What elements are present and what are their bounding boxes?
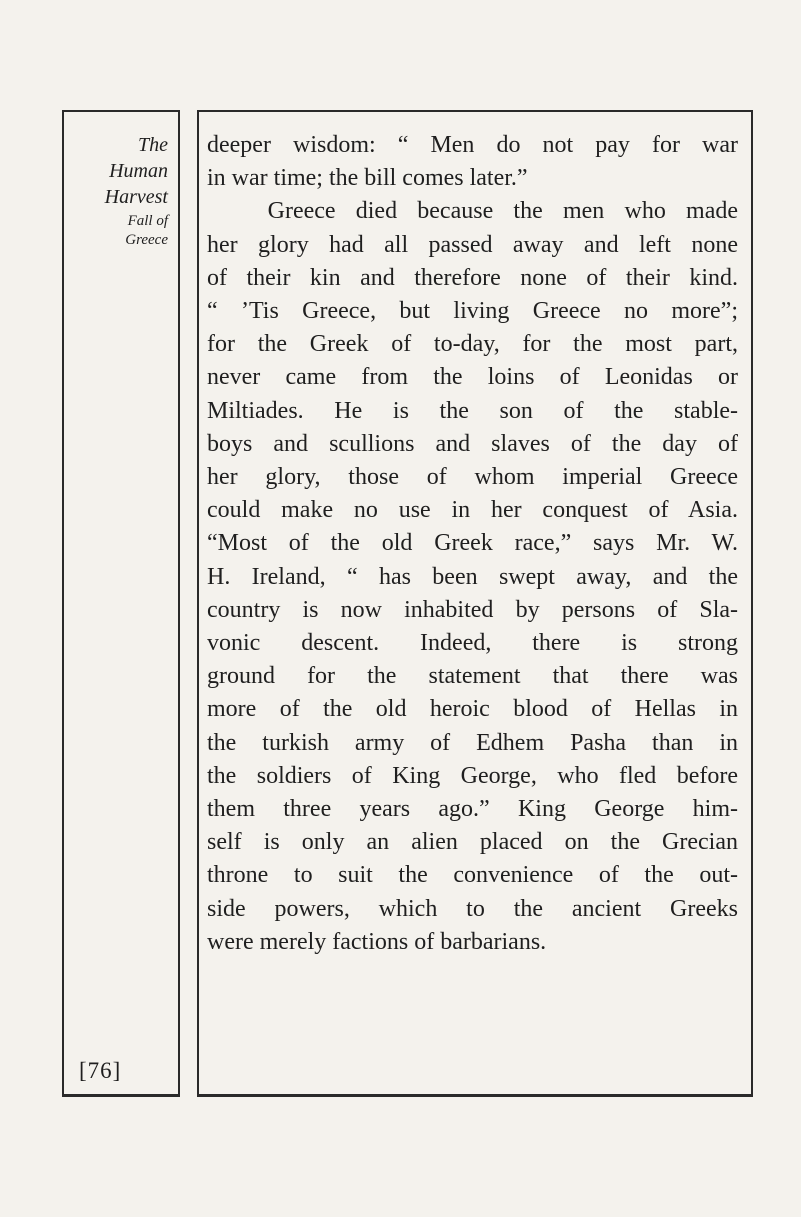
section-heading-line: Fall of bbox=[127, 213, 168, 229]
text-line: of their kin and therefore none of their kind. bbox=[207, 264, 738, 291]
section-heading-line: Greece bbox=[125, 232, 168, 248]
text-line: deeper wisdom: “ Men do not pay for war bbox=[207, 132, 738, 158]
text-line: Greece died because the men who made bbox=[207, 198, 738, 225]
text-line: never came from the loins of Leonidas or bbox=[207, 364, 738, 391]
text-line: vonic descent. Indeed, there is strong bbox=[207, 630, 738, 657]
running-title-line: The bbox=[138, 134, 168, 156]
text-line: more of the old heroic blood of Hellas in bbox=[207, 696, 738, 723]
text-line: self is only an alien placed on the Grecian bbox=[207, 829, 738, 856]
running-title-line: Harvest bbox=[104, 186, 168, 208]
body-text bbox=[207, 129, 738, 959]
text-line: her glory had all passed away and left none bbox=[207, 231, 738, 258]
margin-box bbox=[62, 110, 180, 1097]
text-line: for the Greek of to-day, for the most part, bbox=[207, 331, 738, 358]
text-line: H. Ireland, “ has been swept away, and the bbox=[207, 563, 738, 590]
text-line: the soldiers of King George, who fled before bbox=[207, 762, 738, 789]
text-line: boys and scullions and slaves of the day of bbox=[207, 430, 738, 457]
text-line: Miltiades. He is the son of the stable- bbox=[207, 397, 738, 424]
text-line: the turkish army of Edhem Pasha than in bbox=[207, 729, 738, 756]
text-line: side powers, which to the ancient Greeks bbox=[207, 895, 738, 922]
text-line: in war time; the bill comes later.” bbox=[207, 165, 528, 192]
running-title bbox=[105, 132, 168, 210]
text-line: them three years ago.” King George him- bbox=[207, 796, 738, 823]
text-line: were merely factions of barbarians. bbox=[207, 928, 547, 955]
text-line: her glory, those of whom imperial Greece bbox=[207, 464, 738, 491]
text-line: throne to suit the convenience of the out- bbox=[207, 862, 738, 889]
page-number: [76] bbox=[79, 1058, 122, 1083]
running-title-line: Human bbox=[109, 160, 168, 182]
text-line: country is now inhabited by persons of Sla- bbox=[207, 596, 738, 623]
text-box bbox=[197, 110, 753, 1097]
text-line: ground for the statement that there was bbox=[207, 663, 738, 690]
text-line: “Most of the old Greek race,” says Mr. W. bbox=[207, 530, 738, 557]
section-heading bbox=[125, 212, 168, 250]
text-line: “ ’Tis Greece, but living Greece no more”; bbox=[207, 298, 738, 325]
text-line: could make no use in her conquest of Asia. bbox=[207, 497, 738, 524]
